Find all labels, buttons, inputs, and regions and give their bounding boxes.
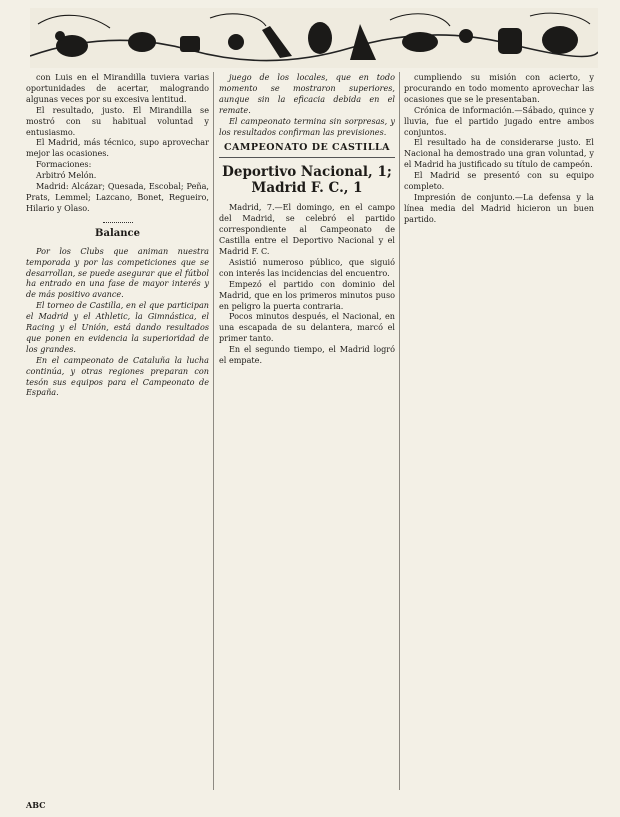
paragraph: Formaciones:: [36, 159, 92, 170]
column-divider: [213, 72, 214, 790]
article-column-1: [26, 72, 209, 790]
paragraph: El resultado, justo. El Mirandilla se mostró con su habitual voluntad y entusiasmo.: [26, 104, 209, 137]
paragraph: Madrid: Alcázar; Quesada, Escobal; Peña, Prats, Lemmel; Lazcano, Bonet, Regueiro, Hilario y Olaso.: [26, 181, 209, 213]
paragraph: Empezó el partido con dominio del Madrid, que en los primeros minutos puso en peligro la puerta contraria.: [219, 278, 395, 311]
column-divider: [399, 72, 400, 790]
paragraph: El campeonato termina sin sorpresas, y los resultados confirman las previsiones.: [219, 115, 395, 137]
championship-heading: CAMPEONATO DE CASTILLA: [219, 143, 395, 158]
paragraph: El Madrid se presentó con su equipo completo.: [404, 170, 594, 192]
paragraph: Arbitró Melón.: [36, 170, 97, 181]
paragraph: juego de los locales, que en todo momento se mostraron superiores, aunque sin la eficacia debida en el remate.: [219, 72, 395, 115]
paragraph: El torneo de Castilla, en el que participan el Madrid y el Athletic, la Gimnástica, el Racing y el Unión, está dando resultados que ponen en evidencia la superioridad de los grandes.: [26, 300, 209, 354]
paragraph: El resultado ha de considerarse justo. El Nacional ha demostrado una gran voluntad, y el Madrid ha justificado su título de campeón.: [404, 137, 594, 170]
match-title: Deportivo Nacional, 1; Madrid F. C., 1: [222, 164, 392, 197]
paragraph: Impresión de conjunto.—La defensa y la línea media del Madrid hicieron un buen partido.: [404, 191, 594, 224]
decorative-header-banner: [30, 8, 598, 68]
paragraph: En el segundo tiempo, el Madrid logró el empate.: [219, 344, 395, 366]
paragraph: En el campeonato de Cataluña la lucha continúa, y otras regiones preparan con tesón sus equipos para el Campeonato de España.: [26, 354, 209, 398]
paragraph: cumpliendo su misión con acierto, y procurando en todo momento aprovechar las ocasiones que se le presentaban.: [404, 72, 594, 104]
paragraph: Asistió numeroso público, que siguió con interés las incidencias del encuentro.: [219, 256, 395, 278]
section-title-balance: Balance: [26, 222, 209, 240]
article-column-2: [219, 72, 395, 790]
page-mark: ABC: [26, 800, 46, 810]
paragraph: Crónica de información.—Sábado, quince y lluvia, fue el partido jugado entre ambos conjuntos.: [404, 104, 594, 137]
paragraph: Por los Clubs que animan nuestra temporada y por las competiciones que se desarrollan, se puede asegurar que el fútbol ha entrado en una fase de mayor interés y de más positivo avance.: [26, 245, 209, 300]
paragraph: Madrid, 7.—El domingo, en el campo del Madrid, se celebró el partido correspondiente al Campeonato de Castilla entre el Deportivo Nacional y el Madrid F. C.: [219, 202, 395, 256]
paragraph: Pocos minutos después, el Nacional, en una escapada de su delantera, marcó el primer tanto.: [219, 311, 395, 344]
paragraph: El Madrid, más técnico, supo aprovechar mejor las ocasiones.: [26, 137, 209, 159]
article-column-3: [404, 72, 594, 790]
paragraph: con Luis en el Mirandilla tuviera varias oportunidades de acertar, malogrando algunas veces por su excesiva lentitud.: [26, 72, 209, 104]
